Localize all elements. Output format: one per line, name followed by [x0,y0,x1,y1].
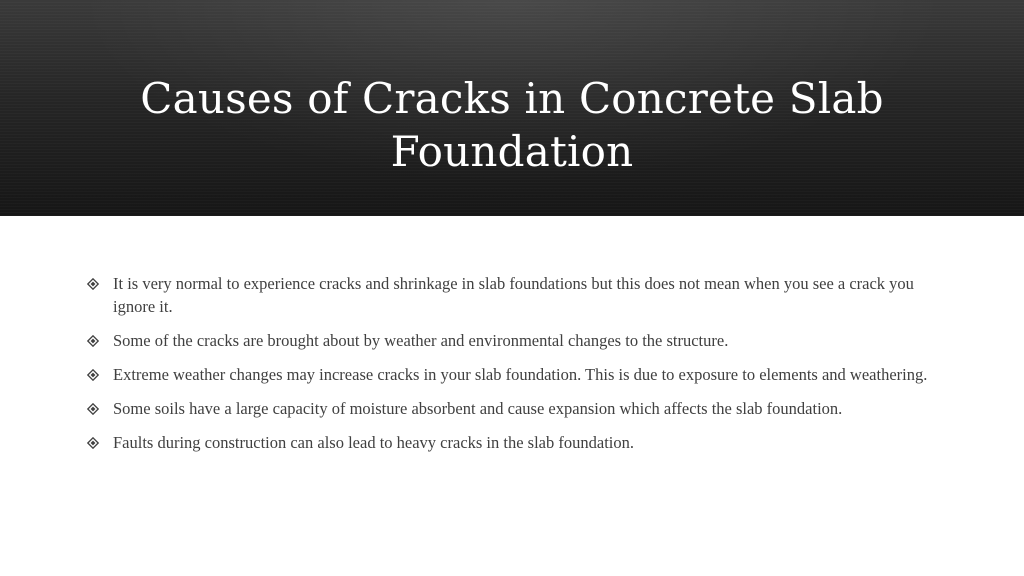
bullet-item [86,431,946,454]
diamond-bullet-icon [86,273,100,295]
bullet-item [86,363,946,386]
bullet-list [86,272,946,465]
slide-title: Causes of Cracks in Concrete Slab Foundation [140,74,884,176]
bullet-text: Faults during construction can also lead to heavy cracks in the slab foundation. [113,433,634,452]
bullet-item [86,329,946,352]
diamond-bullet-icon [86,364,100,386]
diamond-bullet-icon [86,432,100,454]
bullet-item [86,397,946,420]
diamond-bullet-icon [86,398,100,420]
bullet-text: Some of the cracks are brought about by weather and environmental changes to the structure. [113,331,729,350]
bullet-text: It is very normal to experience cracks and shrinkage in slab foundations but this does not mean when you see a crack you ignore it. [113,274,914,316]
bullet-item [86,272,946,318]
title-banner [0,0,1024,216]
diamond-bullet-icon [86,330,100,352]
bullet-text: Some soils have a large capacity of moisture absorbent and cause expansion which affects the slab foundation. [113,399,843,418]
bullet-text: Extreme weather changes may increase cracks in your slab foundation. This is due to exposure to elements and weathering. [113,365,928,384]
